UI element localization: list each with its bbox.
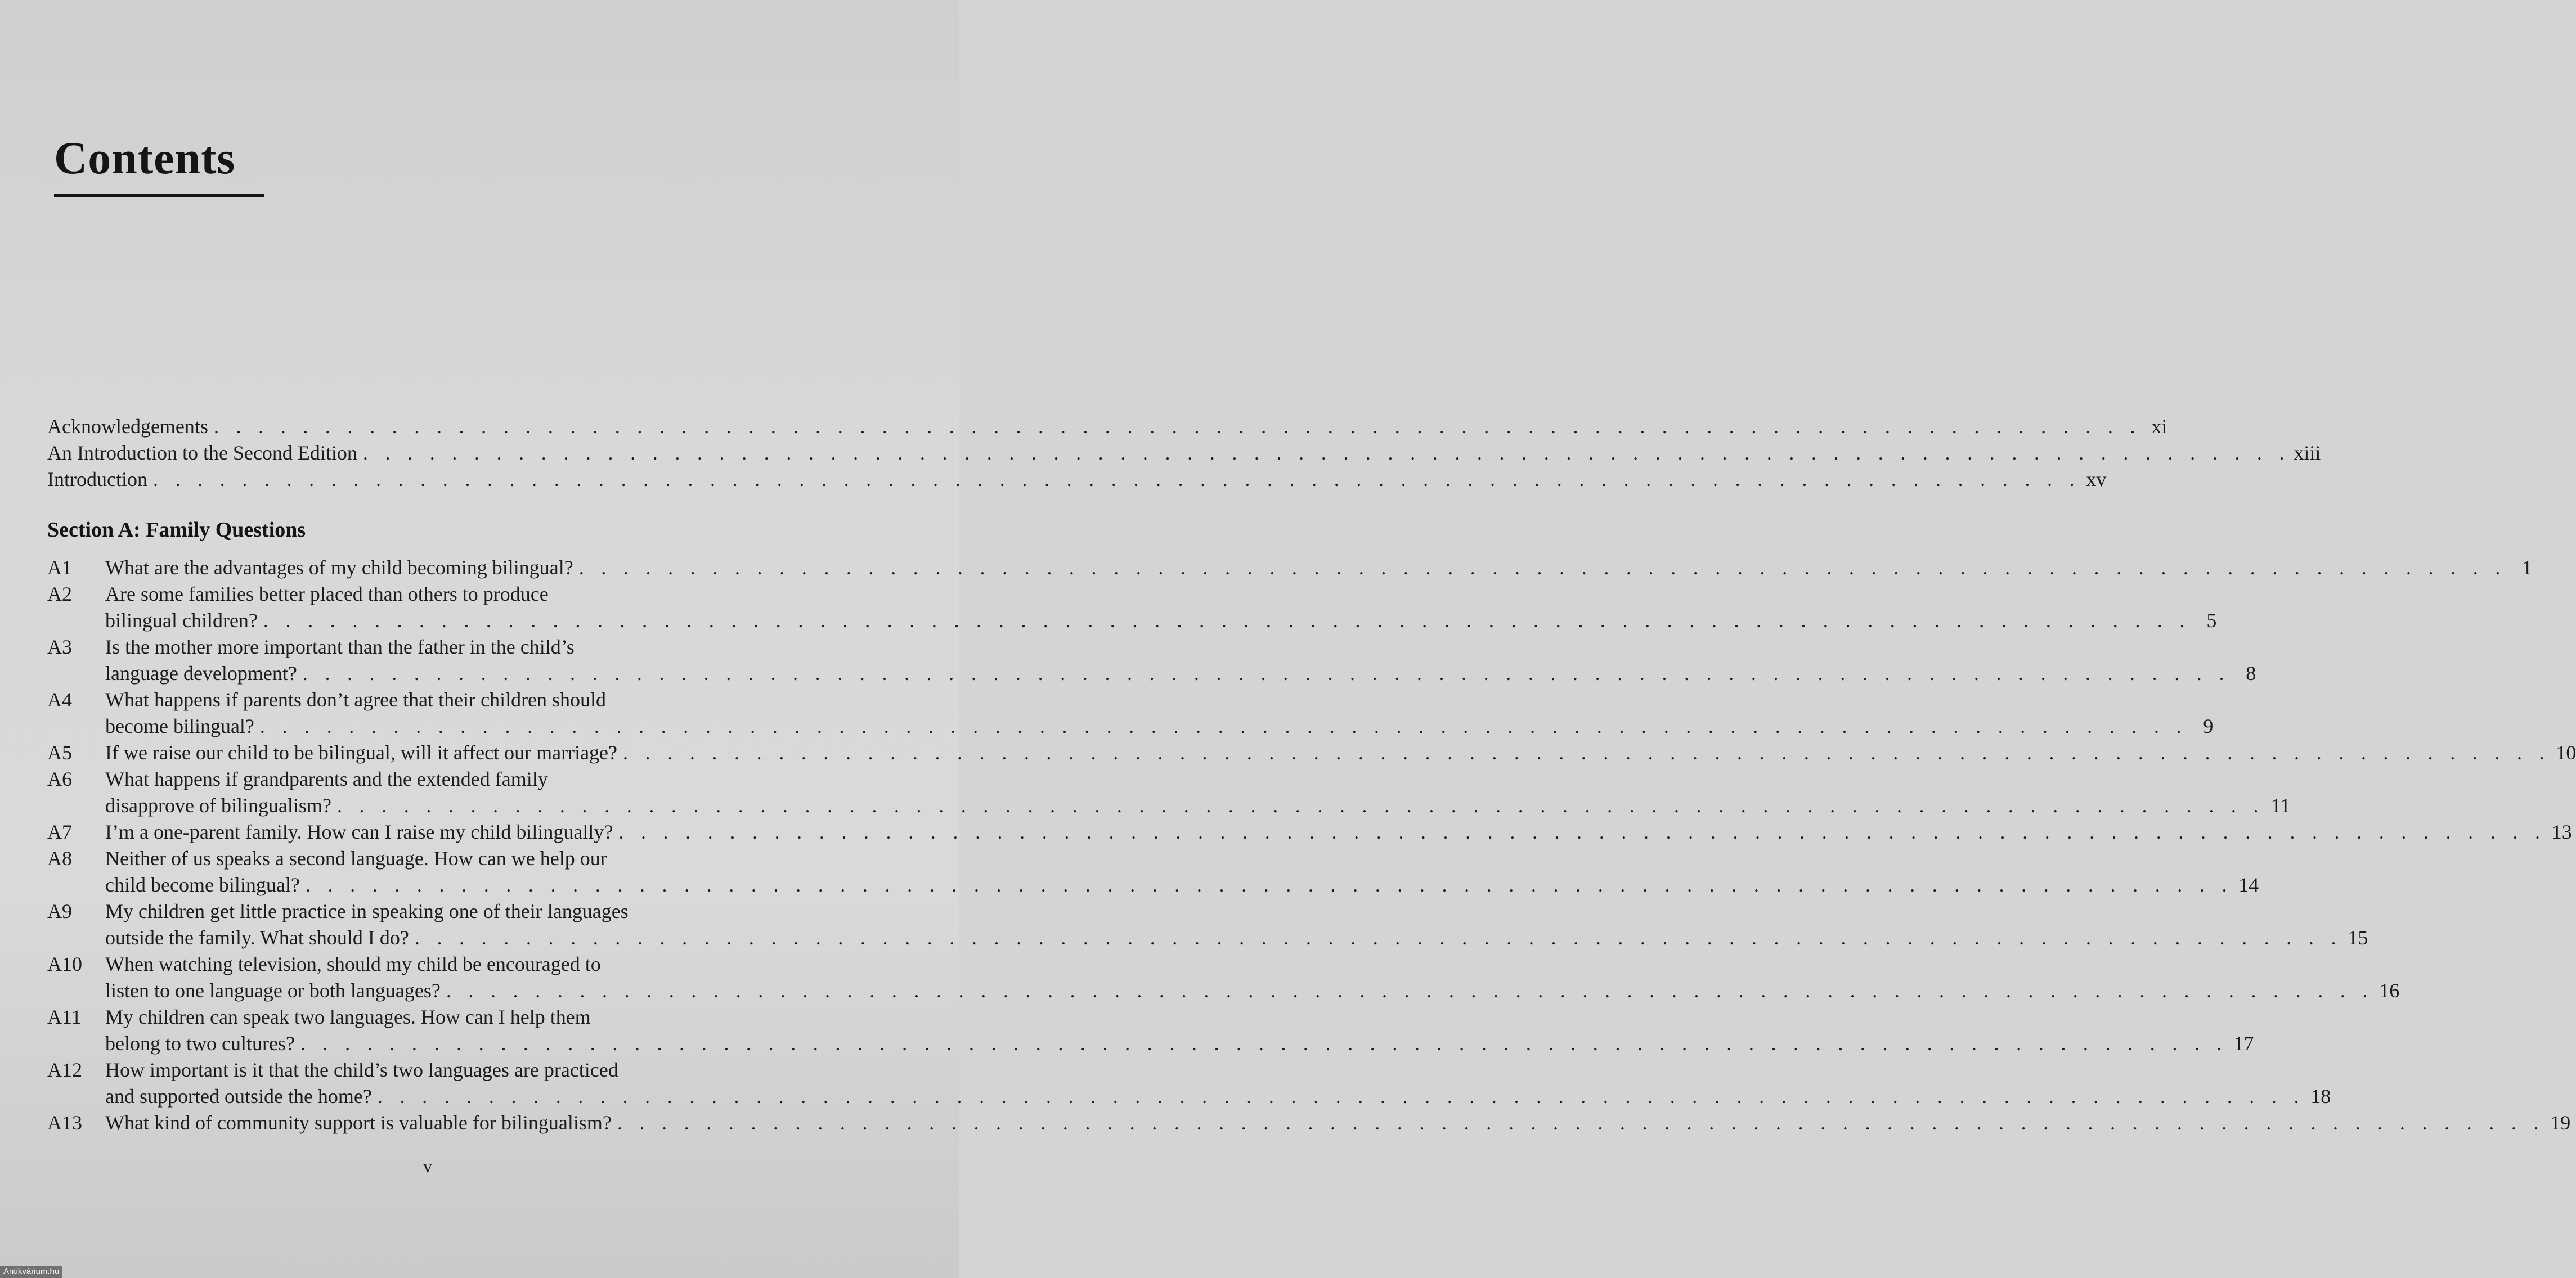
toc-question[interactable] (47, 555, 2533, 581)
entry-page-number: 11 (2270, 794, 2291, 817)
dot-leader: . . . . . . . . . . . . . . . . . . . . . . . . . . . . . . . . . . . . . . . . . . . . . . . . . . . . . . . . . . . . . . . . . . . . . . . . . . . . . . . . . . . . . . . (152, 468, 2081, 490)
question-text (105, 687, 2214, 740)
toc-question[interactable] (47, 687, 2214, 740)
entry-page-number: 8 (2246, 662, 2256, 685)
question-text (105, 555, 2533, 581)
question-number: A11 (47, 1006, 82, 1028)
question-number: A10 (47, 953, 82, 975)
toc-entry[interactable] (47, 413, 2167, 440)
entry-title: belong to two cultures? (105, 1032, 295, 1055)
entry-title: bilingual children? (105, 609, 258, 632)
entry-title: and supported outside the home? (105, 1085, 372, 1108)
toc-question[interactable] (47, 740, 2576, 766)
question-line: When watching television, should my child be encouraged to (105, 953, 601, 975)
entry-page-number: xv (2086, 468, 2107, 490)
question-last-line[interactable] (105, 660, 2256, 687)
entry-page-number: 10 (2556, 741, 2576, 764)
dot-leader: . . . . . . . . . . . . . . . . . . . . . . . . . . . . . . . . . . . . . . . . . . . . . . . . . . . . . . . . . . . . . . . . . . . . . . . . . . . . . . . . . . . . . . . (623, 741, 2551, 764)
question-last-line[interactable] (105, 819, 2572, 845)
entry-page-number: 17 (2233, 1032, 2254, 1055)
entry-title: If we raise our child to be bilingual, will it affect our marriage? (105, 741, 618, 764)
question-last-line[interactable] (105, 608, 2217, 634)
question-text (105, 1110, 2571, 1136)
dot-leader: . . . . . . . . . . . . . . . . . . . . . . . . . . . . . . . . . . . . . . . . . . . . . . . . . . . . . . . . . . . . . . . . . . . . . . . . . . . . . . . . . . . . . . . (362, 442, 2291, 464)
question-number: A8 (47, 847, 72, 870)
entry-page-number: 13 (2551, 821, 2572, 843)
dot-leader: . . . . . . . . . . . . . . . . . . . . . . . . . . . . . . . . . . . . . . . . . . . . . . . . . . . . . . . . . . . . . . . . . . . . . . . . . . . . . . . . . . . . . . . (617, 1112, 2545, 1134)
toc-question[interactable] (47, 766, 2291, 819)
section-heading: Section A: Family Questions (47, 518, 306, 542)
question-last-line[interactable] (105, 793, 2291, 819)
watermark: Antikvárium.hu (0, 1266, 62, 1278)
question-number: A5 (47, 741, 72, 764)
toc-question[interactable] (47, 1004, 2254, 1057)
entry-title: disapprove of bilingualism? (105, 794, 331, 817)
entry-page-number: 16 (2379, 979, 2400, 1002)
question-number: A4 (47, 688, 72, 711)
question-last-line[interactable] (105, 872, 2259, 898)
question-last-line[interactable] (105, 925, 2368, 951)
question-line: My children can speak two languages. How can I help them (105, 1006, 591, 1028)
question-text (105, 1004, 2254, 1057)
entry-title: An Introduction to the Second Edition (47, 442, 357, 464)
entry-title: I’m a one-parent family. How can I raise my child bilingually? (105, 821, 613, 843)
question-number: A7 (47, 821, 72, 843)
question-line: What happens if grandparents and the extended family (105, 768, 548, 790)
toc-question[interactable] (47, 1057, 2331, 1110)
question-text (105, 1057, 2331, 1110)
toc-question[interactable] (47, 634, 2256, 687)
question-text (105, 819, 2572, 845)
question-line: What happens if parents don’t agree that their children should (105, 688, 607, 711)
question-line: Is the mother more important than the father in the child’s (105, 636, 575, 658)
dot-leader: . . . . . . . . . . . . . . . . . . . . . . . . . . . . . . . . . . . . . . . . . . . . . . . . . . . . . . . . . . . . . . . . . . . . . . . . . . . . . . . . . . . . . . . (259, 715, 2188, 737)
page-title: Contents (54, 132, 236, 183)
question-last-line[interactable] (105, 713, 2214, 740)
dot-leader: . . . . . . . . . . . . . . . . . . . . . . . . . . . . . . . . . . . . . . . . . . . . . . . . . . . . . . . . . . . . . . . . . . . . . . . . . . . . . . . . . . . . . . . (302, 662, 2231, 685)
question-text (105, 898, 2368, 951)
toc-question[interactable] (47, 819, 2572, 845)
entry-title: listen to one language or both languages? (105, 979, 441, 1002)
question-last-line[interactable] (105, 1110, 2571, 1136)
question-line: How important is it that the child’s two languages are practiced (105, 1059, 618, 1081)
question-text (105, 581, 2217, 634)
question-number: A6 (47, 768, 72, 790)
dot-leader: . . . . . . . . . . . . . . . . . . . . . . . . . . . . . . . . . . . . . . . . . . . . . . . . . . . . . . . . . . . . . . . . . . . . . . . . . . . . . . . . . . . . . . . (377, 1085, 2305, 1108)
toc-question[interactable] (47, 1110, 2571, 1136)
entry-page-number: xiii (2294, 442, 2321, 464)
question-text (105, 740, 2576, 766)
dot-leader: . . . . . . . . . . . . . . . . . . . . . . . . . . . . . . . . . . . . . . . . . . . . . . . . . . . . . . . . . . . . . . . . . . . . . . . . . . . . . . . . . . . . . . . (414, 926, 2342, 949)
entry-title: Introduction (47, 468, 147, 490)
page-number: v (423, 1156, 432, 1176)
question-number: A3 (47, 636, 72, 658)
question-text (105, 766, 2291, 819)
question-last-line[interactable] (105, 1030, 2254, 1057)
entry-page-number: 15 (2348, 926, 2368, 949)
dot-leader: . . . . . . . . . . . . . . . . . . . . . . . . . . . . . . . . . . . . . . . . . . . . . . . . . . . . . . . . . . . . . . . . . . . . . . . . . . . . . . . . . . . . . . . (213, 415, 2142, 438)
entry-title: outside the family. What should I do? (105, 926, 409, 949)
dot-leader: . . . . . . . . . . . . . . . . . . . . . . . . . . . . . . . . . . . . . . . . . . . . . . . . . . . . . . . . . . . . . . . . . . . . . . . . . . . . . . . . . . . . . . . (618, 821, 2546, 843)
question-number: A9 (47, 900, 72, 922)
entry-page-number: 1 (2522, 556, 2533, 579)
question-last-line[interactable] (105, 978, 2400, 1004)
entry-page-number: 9 (2203, 715, 2214, 737)
question-line: My children get little practice in speaking one of their languages (105, 900, 629, 922)
dot-leader: . . . . . . . . . . . . . . . . . . . . . . . . . . . . . . . . . . . . . . . . . . . . . . . . . . . . . . . . . . . . . . . . . . . . . . . . . . . . . . . . . . . . . . . (305, 874, 2233, 896)
toc-question[interactable] (47, 581, 2217, 634)
question-line: Neither of us speaks a second language. How can we help our (105, 847, 607, 870)
question-number: A2 (47, 583, 72, 605)
entry-page-number: xi (2151, 415, 2167, 438)
question-text (105, 845, 2259, 898)
toc-question[interactable] (47, 845, 2259, 898)
question-line: Are some families better placed than others to produce (105, 583, 549, 605)
title-underline (54, 194, 264, 197)
question-last-line[interactable] (105, 1083, 2331, 1110)
question-text (105, 634, 2256, 687)
question-last-line[interactable] (105, 740, 2576, 766)
toc-entry[interactable] (47, 466, 2107, 493)
dot-leader: . . . . . . . . . . . . . . . . . . . . . . . . . . . . . . . . . . . . . . . . . . . . . . . . . . . . . . . . . . . . . . . . . . . . . . . . . . . . . . . . . . . . . . . (336, 794, 2265, 817)
entry-page-number: 18 (2310, 1085, 2331, 1108)
question-number: A13 (47, 1112, 82, 1134)
toc-entry[interactable] (47, 440, 2321, 466)
question-number: A1 (47, 556, 72, 579)
entry-page-number: 14 (2238, 874, 2259, 896)
entry-page-number: 19 (2550, 1112, 2571, 1134)
entry-title: language development? (105, 662, 297, 685)
dot-leader: . . . . . . . . . . . . . . . . . . . . . . . . . . . . . . . . . . . . . . . . . . . . . . . . . . . . . . . . . . . . . . . . . . . . . . . . . . . . . . . . . . . . . . . (263, 609, 2191, 632)
table-of-contents (47, 413, 2576, 1136)
entry-page-number: 5 (2206, 609, 2217, 632)
entry-title: Acknowledgements (47, 415, 208, 438)
entry-title: become bilingual? (105, 715, 254, 737)
dot-leader: . . . . . . . . . . . . . . . . . . . . . . . . . . . . . . . . . . . . . . . . . . . . . . . . . . . . . . . . . . . . . . . . . . . . . . . . . . . . . . . . . . . . . . . (300, 1032, 2228, 1055)
toc-question[interactable] (47, 951, 2400, 1004)
question-number: A12 (47, 1059, 82, 1081)
entry-title: What kind of community support is valuable for bilingualism? (105, 1112, 612, 1134)
entry-title: child become bilingual? (105, 874, 300, 896)
question-last-line[interactable] (105, 555, 2533, 581)
dot-leader: . . . . . . . . . . . . . . . . . . . . . . . . . . . . . . . . . . . . . . . . . . . . . . . . . . . . . . . . . . . . . . . . . . . . . . . . . . . . . . . . . . . . . . . (578, 556, 2507, 579)
toc-question[interactable] (47, 898, 2368, 951)
question-text (105, 951, 2400, 1004)
entry-title: What are the advantages of my child becoming bilingual? (105, 556, 573, 579)
dot-leader: . . . . . . . . . . . . . . . . . . . . . . . . . . . . . . . . . . . . . . . . . . . . . . . . . . . . . . . . . . . . . . . . . . . . . . . . . . . . . . . . . . . . . . . (446, 979, 2374, 1002)
